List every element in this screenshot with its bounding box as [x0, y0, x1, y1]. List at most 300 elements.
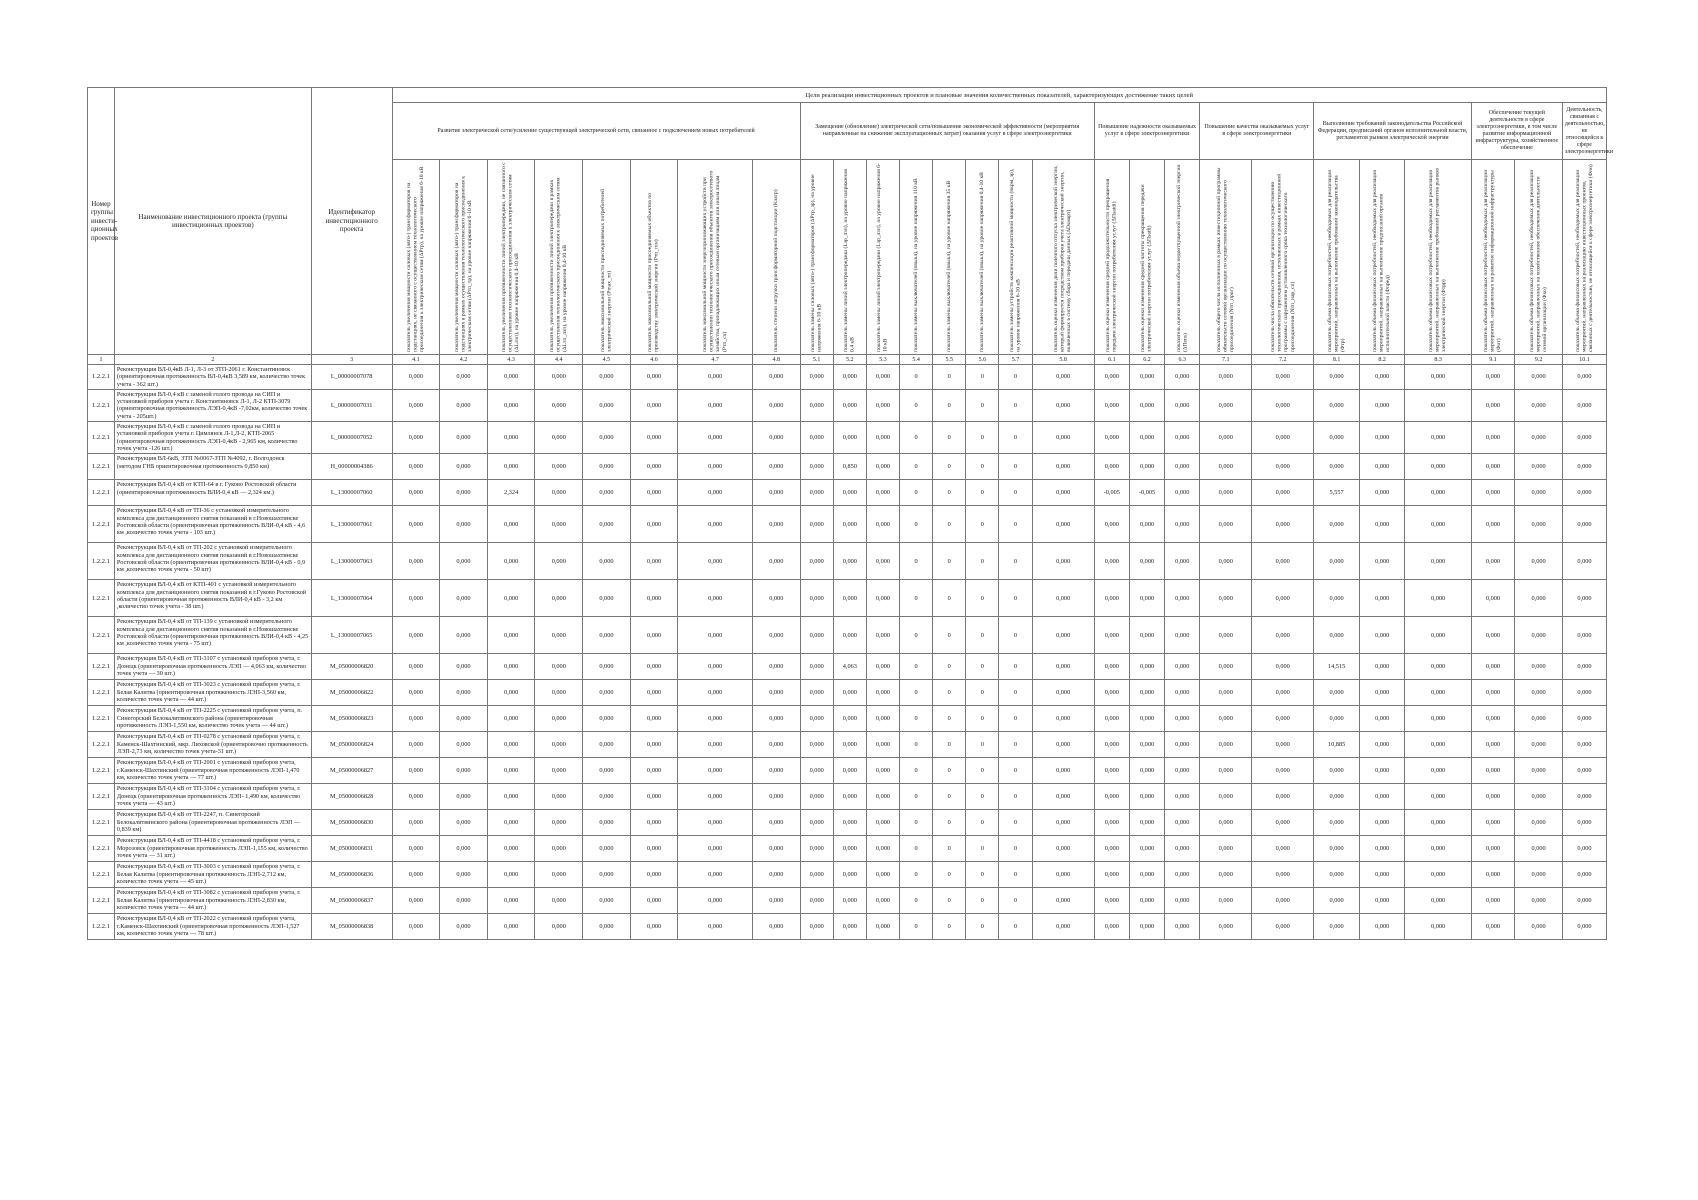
- indicator-value-cell: 0,000: [1094, 422, 1129, 454]
- table-row: [88, 580, 1607, 617]
- project-name-cell: Реконструкция ВЛ-0,4 кВ от ТП-2001 с установкой приборов учета, г.Каменск-Шахтинский (ориентировочная протяженность ЛЭП-1,470 км, количество точек учета — 77 шт.): [114, 758, 311, 784]
- indicator-value-cell: 0,000: [752, 506, 800, 543]
- indicator-value-cell: 0,000: [1129, 836, 1164, 862]
- indicator-value-cell: 0,000: [1515, 617, 1563, 654]
- indicator-value-cell: 0,000: [1129, 422, 1164, 454]
- indicator-value-cell: 0,000: [1200, 888, 1252, 914]
- indicator-value-cell: 0,000: [440, 680, 488, 706]
- indicator-value-cell: 0,000: [487, 543, 535, 580]
- project-name-cell: Реконструкция ВЛ-0,4 кВ от ТП-3023 с установкой приборов учета, г. Белая Калитва (ориентировочная протяженность ЛЭП-3,560 км, количество точек учета — 44 шт.): [114, 680, 311, 706]
- indicator-value-cell: 0,000: [1359, 888, 1405, 914]
- indicator-value-cell: 0,000: [1562, 758, 1606, 784]
- indicator-value-cell: 0: [999, 389, 1032, 421]
- indicator-value-cell: 0,000: [1405, 543, 1471, 580]
- indicator-value-cell: 0,000: [1165, 506, 1200, 543]
- indicator-value-cell: 0,000: [833, 506, 866, 543]
- indicator-value-cell: 0,000: [630, 888, 678, 914]
- indicator-value-cell: 0,000: [800, 862, 833, 888]
- indicator-value-cell: 0: [999, 732, 1032, 758]
- indicator-value-cell: 0,000: [392, 862, 440, 888]
- indicator-value-cell: 0,000: [535, 454, 583, 480]
- indicator-value-cell: 0,000: [487, 654, 535, 680]
- indicator-value-cell: 0,000: [678, 422, 753, 454]
- indicator-value-cell: 0,000: [487, 706, 535, 732]
- indicator-header: [933, 160, 966, 355]
- indicator-value-cell: 0,000: [583, 365, 631, 390]
- indicator-value-cell: 0,000: [583, 810, 631, 836]
- indicator-value-cell: 0,000: [1200, 506, 1252, 543]
- indicator-value-cell: 0: [999, 914, 1032, 940]
- indicator-value-cell: 0,000: [800, 784, 833, 810]
- indicator-value-cell: 0,000: [800, 617, 833, 654]
- indicator-header-text: показатель увеличения протяженности линий электропередачи, не связанного с осуществлением технологического присоединения к электрическим сетям (ΔLлэп), на уровне напряжения 0,4-10 кВ: [501, 162, 521, 352]
- indicator-value-cell: 0,000: [678, 758, 753, 784]
- indicator-value-cell: 0,000: [866, 543, 899, 580]
- indicator-value-cell: 0: [933, 810, 966, 836]
- indicator-value-cell: 0,000: [1200, 454, 1252, 480]
- indicator-value-cell: 0,000: [1405, 810, 1471, 836]
- indicator-value-cell: 0,000: [487, 365, 535, 390]
- indicator-header-text: показатель оценки изменения средней частоты прекращения передачи электрической энергии потребителям услуг (ΔПsaifi): [1140, 184, 1154, 352]
- indicator-value-cell: 0,000: [440, 810, 488, 836]
- indicator-header: [1359, 160, 1405, 355]
- indicator-value-cell: 0,000: [440, 654, 488, 680]
- indicator-value-cell: 0,000: [392, 810, 440, 836]
- indicator-header: [1562, 160, 1606, 355]
- indicator-value-cell: 0,000: [800, 706, 833, 732]
- indicator-value-cell: 0,000: [678, 365, 753, 390]
- indicator-value-cell: 0,000: [487, 680, 535, 706]
- indicator-header-text: показатель замены линий электропередачи (Lзр_лэп), на уровне напряжения 6-10 кВ: [876, 163, 889, 352]
- indicator-value-cell: 0: [900, 810, 933, 836]
- indicator-value-cell: 0,000: [1405, 617, 1471, 654]
- indicator-value-cell: 0: [999, 654, 1032, 680]
- indicator-value-cell: 0,000: [1405, 888, 1471, 914]
- column-number: 7.2: [1252, 355, 1314, 365]
- indicator-value-cell: 0,000: [1515, 784, 1563, 810]
- indicator-value-cell: 0,000: [800, 480, 833, 506]
- indicator-value-cell: 0,000: [1252, 914, 1314, 940]
- indicator-value-cell: 0,000: [1032, 680, 1094, 706]
- indicator-value-cell: 0,000: [1129, 888, 1164, 914]
- indicator-value-cell: 0,000: [866, 422, 899, 454]
- indicator-value-cell: 0,000: [1562, 543, 1606, 580]
- indicator-value-cell: 0,000: [1562, 365, 1606, 390]
- indicator-value-cell: 0,000: [440, 758, 488, 784]
- project-id-cell: L_13000007060: [311, 480, 392, 506]
- indicator-value-cell: 0: [900, 706, 933, 732]
- indicator-value-cell: 0,000: [1129, 654, 1164, 680]
- indicator-value-cell: 0,000: [1252, 680, 1314, 706]
- indicator-value-cell: 0,000: [1405, 422, 1471, 454]
- indicator-value-cell: 0,000: [866, 810, 899, 836]
- indicator-value-cell: 0,000: [800, 365, 833, 390]
- indicator-value-cell: 0,000: [800, 914, 833, 940]
- indicator-value-cell: 0,000: [630, 480, 678, 506]
- indicator-value-cell: 0,000: [583, 389, 631, 421]
- column-number: 5.5: [933, 355, 966, 365]
- indicator-value-cell: 0,000: [1032, 732, 1094, 758]
- project-id-cell: H_00000004386: [311, 454, 392, 480]
- indicator-header-text: показатель замены выключателей (nвыкл), на уровне напряжения 110 кВ: [912, 178, 919, 352]
- indicator-value-cell: 0,000: [866, 480, 899, 506]
- project-name-cell: Реконструкция ВЛ-0,4 кВ от ТП-3104 с установкой приборов учета, г. Донецк (ориентировочная протяженность ЛЭП- 1,490 км, количество точек учета — 43 шт.): [114, 784, 311, 810]
- indicator-value-cell: 0,000: [583, 680, 631, 706]
- indicator-value-cell: 0,000: [833, 706, 866, 732]
- indicator-value-cell: 0: [999, 422, 1032, 454]
- indicator-value-cell: 0,000: [752, 365, 800, 390]
- indicator-value-cell: 0,000: [630, 422, 678, 454]
- column-number: 4.2: [440, 355, 488, 365]
- indicator-value-cell: 0: [966, 506, 999, 543]
- indicator-value-cell: 0,000: [1359, 422, 1405, 454]
- goal-group-header: Замещение (обновление) электрической сети/повышение экономической эффективности (мероприятия направленные на снижение эксплуатационных затрат) оказания услуг в сфере электроэнергетики: [800, 103, 1094, 160]
- indicator-header: [1515, 160, 1563, 355]
- indicator-value-cell: 0,000: [1129, 810, 1164, 836]
- indicator-value-cell: 0,000: [535, 654, 583, 680]
- indicator-value-cell: 0,000: [1405, 454, 1471, 480]
- group-number-cell: 1.2.2.1: [88, 543, 115, 580]
- indicator-value-cell: 0,000: [1129, 389, 1164, 421]
- indicator-value-cell: 0: [933, 580, 966, 617]
- indicator-value-cell: 0,000: [1314, 914, 1360, 940]
- indicator-value-cell: 0,000: [678, 706, 753, 732]
- header-column-numbers: [88, 355, 1607, 365]
- indicator-value-cell: 0,000: [1471, 680, 1515, 706]
- indicator-value-cell: 0: [933, 480, 966, 506]
- indicator-value-cell: 0: [933, 888, 966, 914]
- indicator-value-cell: 0: [900, 758, 933, 784]
- indicator-value-cell: 0,000: [1032, 422, 1094, 454]
- project-name-cell: Реконструкция ВЛ-0,4 кВ от КТП-64 в г. Гуково Ростовской области (ориентировочная протяженность ВЛИ-0,4 кВ — 2,324 км.): [114, 480, 311, 506]
- indicator-value-cell: 0: [999, 617, 1032, 654]
- indicator-value-cell: 0,000: [752, 480, 800, 506]
- indicator-value-cell: 0: [933, 506, 966, 543]
- indicator-header-text: показатель объема финансовых потребностей, необходимых для реализации мероприятий, направленных на выполнение требований регламентов рынков электрической энергии (Фтрр): [1428, 168, 1448, 352]
- table-row: [88, 836, 1607, 862]
- indicator-value-cell: 4,063: [833, 654, 866, 680]
- indicator-value-cell: 0,000: [1359, 365, 1405, 390]
- indicator-header: [583, 160, 631, 355]
- indicator-value-cell: 0,000: [1359, 654, 1405, 680]
- indicator-value-cell: 0,000: [1359, 732, 1405, 758]
- indicator-value-cell: 0,000: [392, 706, 440, 732]
- indicator-value-cell: 0,000: [440, 506, 488, 543]
- indicator-value-cell: 0: [900, 543, 933, 580]
- indicator-value-cell: 0,000: [1515, 836, 1563, 862]
- project-name-cell: Реконструкция ВЛ-6кВ, ЗТП №0067-ЗТП №4092, г. Волгодонск (методом ГНБ ориентировочная протяженность 0,850 км): [114, 454, 311, 480]
- table-row: [88, 506, 1607, 543]
- indicator-value-cell: 0,000: [752, 654, 800, 680]
- indicator-value-cell: 0,000: [1359, 706, 1405, 732]
- indicator-value-cell: 0,000: [752, 543, 800, 580]
- project-id-cell: L_00000007031: [311, 389, 392, 421]
- indicator-value-cell: 0,000: [1252, 365, 1314, 390]
- indicator-value-cell: 0,000: [487, 862, 535, 888]
- indicator-value-cell: 0,000: [866, 732, 899, 758]
- indicator-value-cell: 0,000: [1165, 784, 1200, 810]
- column-number: 5.8: [1032, 355, 1094, 365]
- indicator-value-cell: 0: [900, 654, 933, 680]
- indicator-value-cell: 0,000: [487, 836, 535, 862]
- indicator-value-cell: 0: [966, 389, 999, 421]
- indicator-value-cell: 0,000: [630, 862, 678, 888]
- indicator-value-cell: 0,000: [866, 836, 899, 862]
- group-number-cell: 1.2.2.1: [88, 810, 115, 836]
- indicator-value-cell: 0,000: [1515, 888, 1563, 914]
- indicator-value-cell: 0: [966, 732, 999, 758]
- indicator-value-cell: 0,000: [800, 888, 833, 914]
- column-number: 4.3: [487, 355, 535, 365]
- project-name-cell: Реконструкция ВЛ-0,4 кВ от ТП-202 с установкой измерительного комплекса для дистанционного снятия показаний в г.Новошахтинске Ростовской области (ориентировочная протяженность ВЛИ-0,4 кВ - 0,9 км ,количество точек учета - 50 шт): [114, 543, 311, 580]
- indicator-header: [800, 160, 833, 355]
- indicator-value-cell: 0,000: [1094, 580, 1129, 617]
- indicator-value-cell: 0,000: [1314, 617, 1360, 654]
- indicator-header: [966, 160, 999, 355]
- indicator-value-cell: 0,000: [440, 580, 488, 617]
- indicator-value-cell: 0,000: [1562, 654, 1606, 680]
- indicator-value-cell: 0,000: [1129, 914, 1164, 940]
- indicator-value-cell: 0,000: [678, 543, 753, 580]
- indicator-value-cell: 0,000: [833, 784, 866, 810]
- indicator-value-cell: 0: [900, 389, 933, 421]
- indicator-value-cell: 0,000: [1405, 732, 1471, 758]
- group-number-cell: 1.2.2.1: [88, 680, 115, 706]
- indicator-value-cell: 0: [966, 617, 999, 654]
- indicator-value-cell: 0,000: [487, 422, 535, 454]
- indicator-value-cell: 0,000: [1094, 810, 1129, 836]
- indicator-value-cell: 0: [966, 836, 999, 862]
- indicator-value-cell: 0,000: [630, 617, 678, 654]
- indicator-value-cell: 0,000: [1314, 758, 1360, 784]
- indicator-value-cell: 0: [900, 580, 933, 617]
- group-number-cell: 1.2.2.1: [88, 617, 115, 654]
- indicator-value-cell: 0,000: [678, 810, 753, 836]
- table-row: [88, 617, 1607, 654]
- indicator-value-cell: 0: [933, 758, 966, 784]
- indicator-value-cell: 0: [999, 862, 1032, 888]
- indicator-header: [630, 160, 678, 355]
- indicator-value-cell: 0,000: [1405, 836, 1471, 862]
- indicator-value-cell: 0,000: [392, 654, 440, 680]
- indicator-header-text: показатель общего числа исполненных в рамках инвестиционной программы обязательств сетевой организации по осуществлению технологического присоединения (Nтп_прог): [1215, 167, 1236, 352]
- indicator-value-cell: 0,000: [583, 580, 631, 617]
- indicator-value-cell: 0,000: [800, 810, 833, 836]
- indicator-value-cell: 0,000: [392, 454, 440, 480]
- indicator-value-cell: 0: [966, 810, 999, 836]
- indicator-header-text: показатель замены выключателей (nвыкл), на уровне напряжения 35 кВ: [945, 180, 952, 352]
- indicator-value-cell: 0,000: [678, 680, 753, 706]
- indicator-value-cell: 0,000: [1252, 758, 1314, 784]
- indicator-value-cell: 0,000: [1471, 480, 1515, 506]
- indicator-value-cell: 0,000: [440, 422, 488, 454]
- group-number-cell: 1.2.2.1: [88, 758, 115, 784]
- indicator-value-cell: 0,000: [678, 732, 753, 758]
- indicator-value-cell: 0,000: [833, 680, 866, 706]
- indicator-value-cell: 0,000: [1094, 617, 1129, 654]
- indicator-value-cell: 0,000: [1129, 543, 1164, 580]
- indicator-value-cell: 0,000: [1165, 617, 1200, 654]
- indicator-value-cell: 0,000: [1200, 680, 1252, 706]
- indicator-value-cell: 0,000: [1094, 914, 1129, 940]
- indicator-value-cell: 0,000: [1562, 732, 1606, 758]
- column-number: 10.1: [1562, 355, 1606, 365]
- indicator-value-cell: 0,000: [1471, 506, 1515, 543]
- indicator-value-cell: 0: [900, 784, 933, 810]
- table-body: [88, 365, 1607, 940]
- indicator-value-cell: 0,000: [630, 389, 678, 421]
- indicator-value-cell: 0,000: [1200, 914, 1252, 940]
- indicator-value-cell: 0,000: [752, 758, 800, 784]
- indicator-value-cell: 0,000: [1165, 580, 1200, 617]
- indicator-value-cell: 0,000: [752, 784, 800, 810]
- indicator-value-cell: 0: [933, 680, 966, 706]
- indicator-value-cell: 0,000: [866, 365, 899, 390]
- indicator-value-cell: 0: [933, 365, 966, 390]
- indicator-value-cell: 0,000: [800, 758, 833, 784]
- indicator-value-cell: 0,000: [1129, 758, 1164, 784]
- column-number: 5.1: [800, 355, 833, 365]
- indicator-value-cell: 0,000: [1314, 836, 1360, 862]
- indicator-value-cell: 0,000: [1562, 836, 1606, 862]
- indicator-value-cell: 0,000: [1562, 580, 1606, 617]
- indicator-value-cell: 0,000: [630, 506, 678, 543]
- indicator-value-cell: 0,000: [392, 680, 440, 706]
- indicator-header: [752, 160, 800, 355]
- indicator-value-cell: 0: [966, 422, 999, 454]
- project-id-cell: M_05000006837: [311, 888, 392, 914]
- indicator-value-cell: 0: [900, 506, 933, 543]
- indicator-value-cell: 0,000: [1129, 506, 1164, 543]
- indicator-value-cell: 0,000: [833, 836, 866, 862]
- indicator-value-cell: 0,000: [535, 365, 583, 390]
- indicator-value-cell: 0,000: [1471, 862, 1515, 888]
- indicator-header-text: показатель оценки изменения средней продолжительности прекращения передачи электрической энергии потребителям услуг (ΔПsaidi): [1105, 178, 1118, 352]
- indicator-value-cell: 0,000: [1359, 617, 1405, 654]
- indicator-value-cell: 0,000: [1359, 506, 1405, 543]
- indicator-value-cell: 0,000: [1200, 836, 1252, 862]
- indicator-value-cell: 0,000: [535, 810, 583, 836]
- indicator-value-cell: 0,000: [583, 506, 631, 543]
- indicator-value-cell: 0,000: [1359, 914, 1405, 940]
- indicator-value-cell: 0,000: [1094, 758, 1129, 784]
- indicator-value-cell: 0,000: [1314, 422, 1360, 454]
- indicator-value-cell: 0: [900, 680, 933, 706]
- indicator-value-cell: 0,000: [1314, 680, 1360, 706]
- indicator-value-cell: 0,000: [1094, 389, 1129, 421]
- indicator-header-text: показатель числа обязательств сетевой организации по осуществлению технологического присоединения, исполненных в рамках инвестиционной программы с нарушением установленного срока технологического присоединения (Nтп_нар_сп): [1269, 173, 1296, 352]
- indicator-header-text: показатель замены выключателей (nвыкл), на уровне напряжения 0,4-10 кВ: [979, 172, 986, 352]
- indicator-header: [1200, 160, 1252, 355]
- group-number-cell: 1.2.2.1: [88, 784, 115, 810]
- indicator-value-cell: 0,000: [630, 580, 678, 617]
- project-name-cell: Реконструкция ВЛ-0,4 кВ от ТП-0278 с установкой приборов учета, г. Каменск-Шахтинский, мкр. Лиховской (ориентировочно протяженность ЛЭП-2,73 км, количество точек учета-31 шт.): [114, 732, 311, 758]
- project-name-cell: Реконструкция ВЛ-0,4кВ Л-1, Л-3 от ЗТП-2061 г. Константиновск (ориентировочная протяженность ВЛ-0,4кВ 3,589 км, количество точек учета - 362 шт.): [114, 365, 311, 390]
- goal-group-header: Повышение надежности оказываемых услуг в сфере электроэнергетики: [1094, 103, 1200, 160]
- indicator-value-cell: 0,000: [487, 784, 535, 810]
- indicator-value-cell: 0,000: [1165, 543, 1200, 580]
- indicator-value-cell: 0: [933, 836, 966, 862]
- indicator-value-cell: 0,000: [752, 914, 800, 940]
- indicator-value-cell: 0,000: [800, 454, 833, 480]
- indicator-header-text: показатель замены линий электропередачи (Lзр_лэп), на уровне напряжения 0,4 кВ: [843, 169, 856, 352]
- indicator-header-text: показатель объема финансовых потребностей, необходимых для реализации мероприятий, направленных на реализацию инвестиционных проектов, связанных с деятельностью, не относящейся к сфере электроэнергетики (Фно): [1574, 164, 1594, 352]
- indicator-value-cell: 0,000: [630, 454, 678, 480]
- project-id-cell: M_05000006820: [311, 654, 392, 680]
- indicator-value-cell: 0,000: [535, 543, 583, 580]
- indicator-value-cell: 0: [999, 836, 1032, 862]
- indicator-value-cell: 0,000: [440, 914, 488, 940]
- column-number: 6.1: [1094, 355, 1129, 365]
- indicator-value-cell: 0,000: [678, 617, 753, 654]
- indicator-header-text: показатель увеличения мощности силовых (авто-) трансформаторов на подстанциях, не связанного с осуществлением технологического присоединения к электрическим сетям (ΔPтр), на уровне напряжения 6-10 кВ: [405, 166, 426, 352]
- column-number: 3: [311, 355, 392, 365]
- indicator-value-cell: 0,000: [800, 543, 833, 580]
- indicator-value-cell: 0: [966, 543, 999, 580]
- indicator-value-cell: 0,000: [800, 580, 833, 617]
- indicator-value-cell: 0,000: [1032, 758, 1094, 784]
- indicator-value-cell: 0,000: [440, 706, 488, 732]
- indicator-value-cell: 0,000: [392, 543, 440, 580]
- indicator-header-text: показатель объема финансовых потребностей, необходимых для реализации мероприятий, направленных на развитие информационной инфраструктуры (Фит): [1483, 169, 1503, 352]
- indicator-value-cell: 0,000: [1359, 784, 1405, 810]
- indicator-header: [1094, 160, 1129, 355]
- project-id-cell: M_05000006828: [311, 784, 392, 810]
- project-id-cell: M_05000006823: [311, 706, 392, 732]
- indicator-value-cell: 0,000: [866, 784, 899, 810]
- indicator-value-cell: 0,000: [1515, 480, 1563, 506]
- goal-group-header: Развитие электрической сети/усиление существующей электрической сети, связанное с подключением новых потребителей: [392, 103, 800, 160]
- indicator-value-cell: 0,000: [1562, 422, 1606, 454]
- column-number: 8.2: [1359, 355, 1405, 365]
- project-name-cell: Реконструкция ВЛ-0,4 кВ от ТП-3003 с установкой приборов учета, г. Белая Калитва (ориентировочная протяженность ЛЭП-2,712 км, количество точек учета — 45 шт.): [114, 862, 311, 888]
- table-row: [88, 706, 1607, 732]
- indicator-value-cell: 0: [933, 654, 966, 680]
- indicator-value-cell: 0,000: [678, 580, 753, 617]
- indicator-header: [1032, 160, 1094, 355]
- project-id-cell: M_05000006838: [311, 914, 392, 940]
- indicator-value-cell: 0,000: [487, 506, 535, 543]
- indicator-value-cell: 0,000: [866, 862, 899, 888]
- indicator-header: [900, 160, 933, 355]
- column-number: 2: [114, 355, 311, 365]
- indicator-value-cell: 0,000: [1359, 836, 1405, 862]
- indicator-value-cell: 0,000: [1405, 480, 1471, 506]
- indicator-value-cell: 0,000: [392, 836, 440, 862]
- indicator-value-cell: 0,000: [583, 422, 631, 454]
- header-project-name: Наименование инвестиционного проекта (группы инвестиционных проектов): [114, 88, 311, 355]
- indicator-header: [1405, 160, 1471, 355]
- indicator-header: [833, 160, 866, 355]
- indicator-value-cell: 0,000: [1165, 680, 1200, 706]
- indicator-header-text: показатель степени загрузки трансформаторной подстанции (Kзагр): [772, 189, 779, 352]
- project-name-cell: Реконструкция ВЛ-0,4 кВ от ТП-4418 с установкой приборов учета, г. Морозовск (ориентировочная протяженность ЛЭП-1,155 км, количество точек учета — 31 шт.): [114, 836, 311, 862]
- indicator-value-cell: 0,000: [583, 914, 631, 940]
- indicator-value-cell: 0,000: [1471, 389, 1515, 421]
- indicator-value-cell: 0: [900, 454, 933, 480]
- column-number: 9.2: [1515, 355, 1563, 365]
- indicator-value-cell: 0,000: [1252, 706, 1314, 732]
- indicator-value-cell: 0,000: [1471, 543, 1515, 580]
- indicator-value-cell: 0,000: [866, 758, 899, 784]
- indicator-value-cell: 0,000: [1359, 543, 1405, 580]
- indicator-value-cell: 0,000: [440, 836, 488, 862]
- indicator-value-cell: 0,000: [583, 617, 631, 654]
- indicator-value-cell: 0,000: [866, 706, 899, 732]
- indicator-value-cell: 0: [999, 365, 1032, 390]
- group-number-cell: 1.2.2.1: [88, 836, 115, 862]
- column-number: 4.1: [392, 355, 440, 365]
